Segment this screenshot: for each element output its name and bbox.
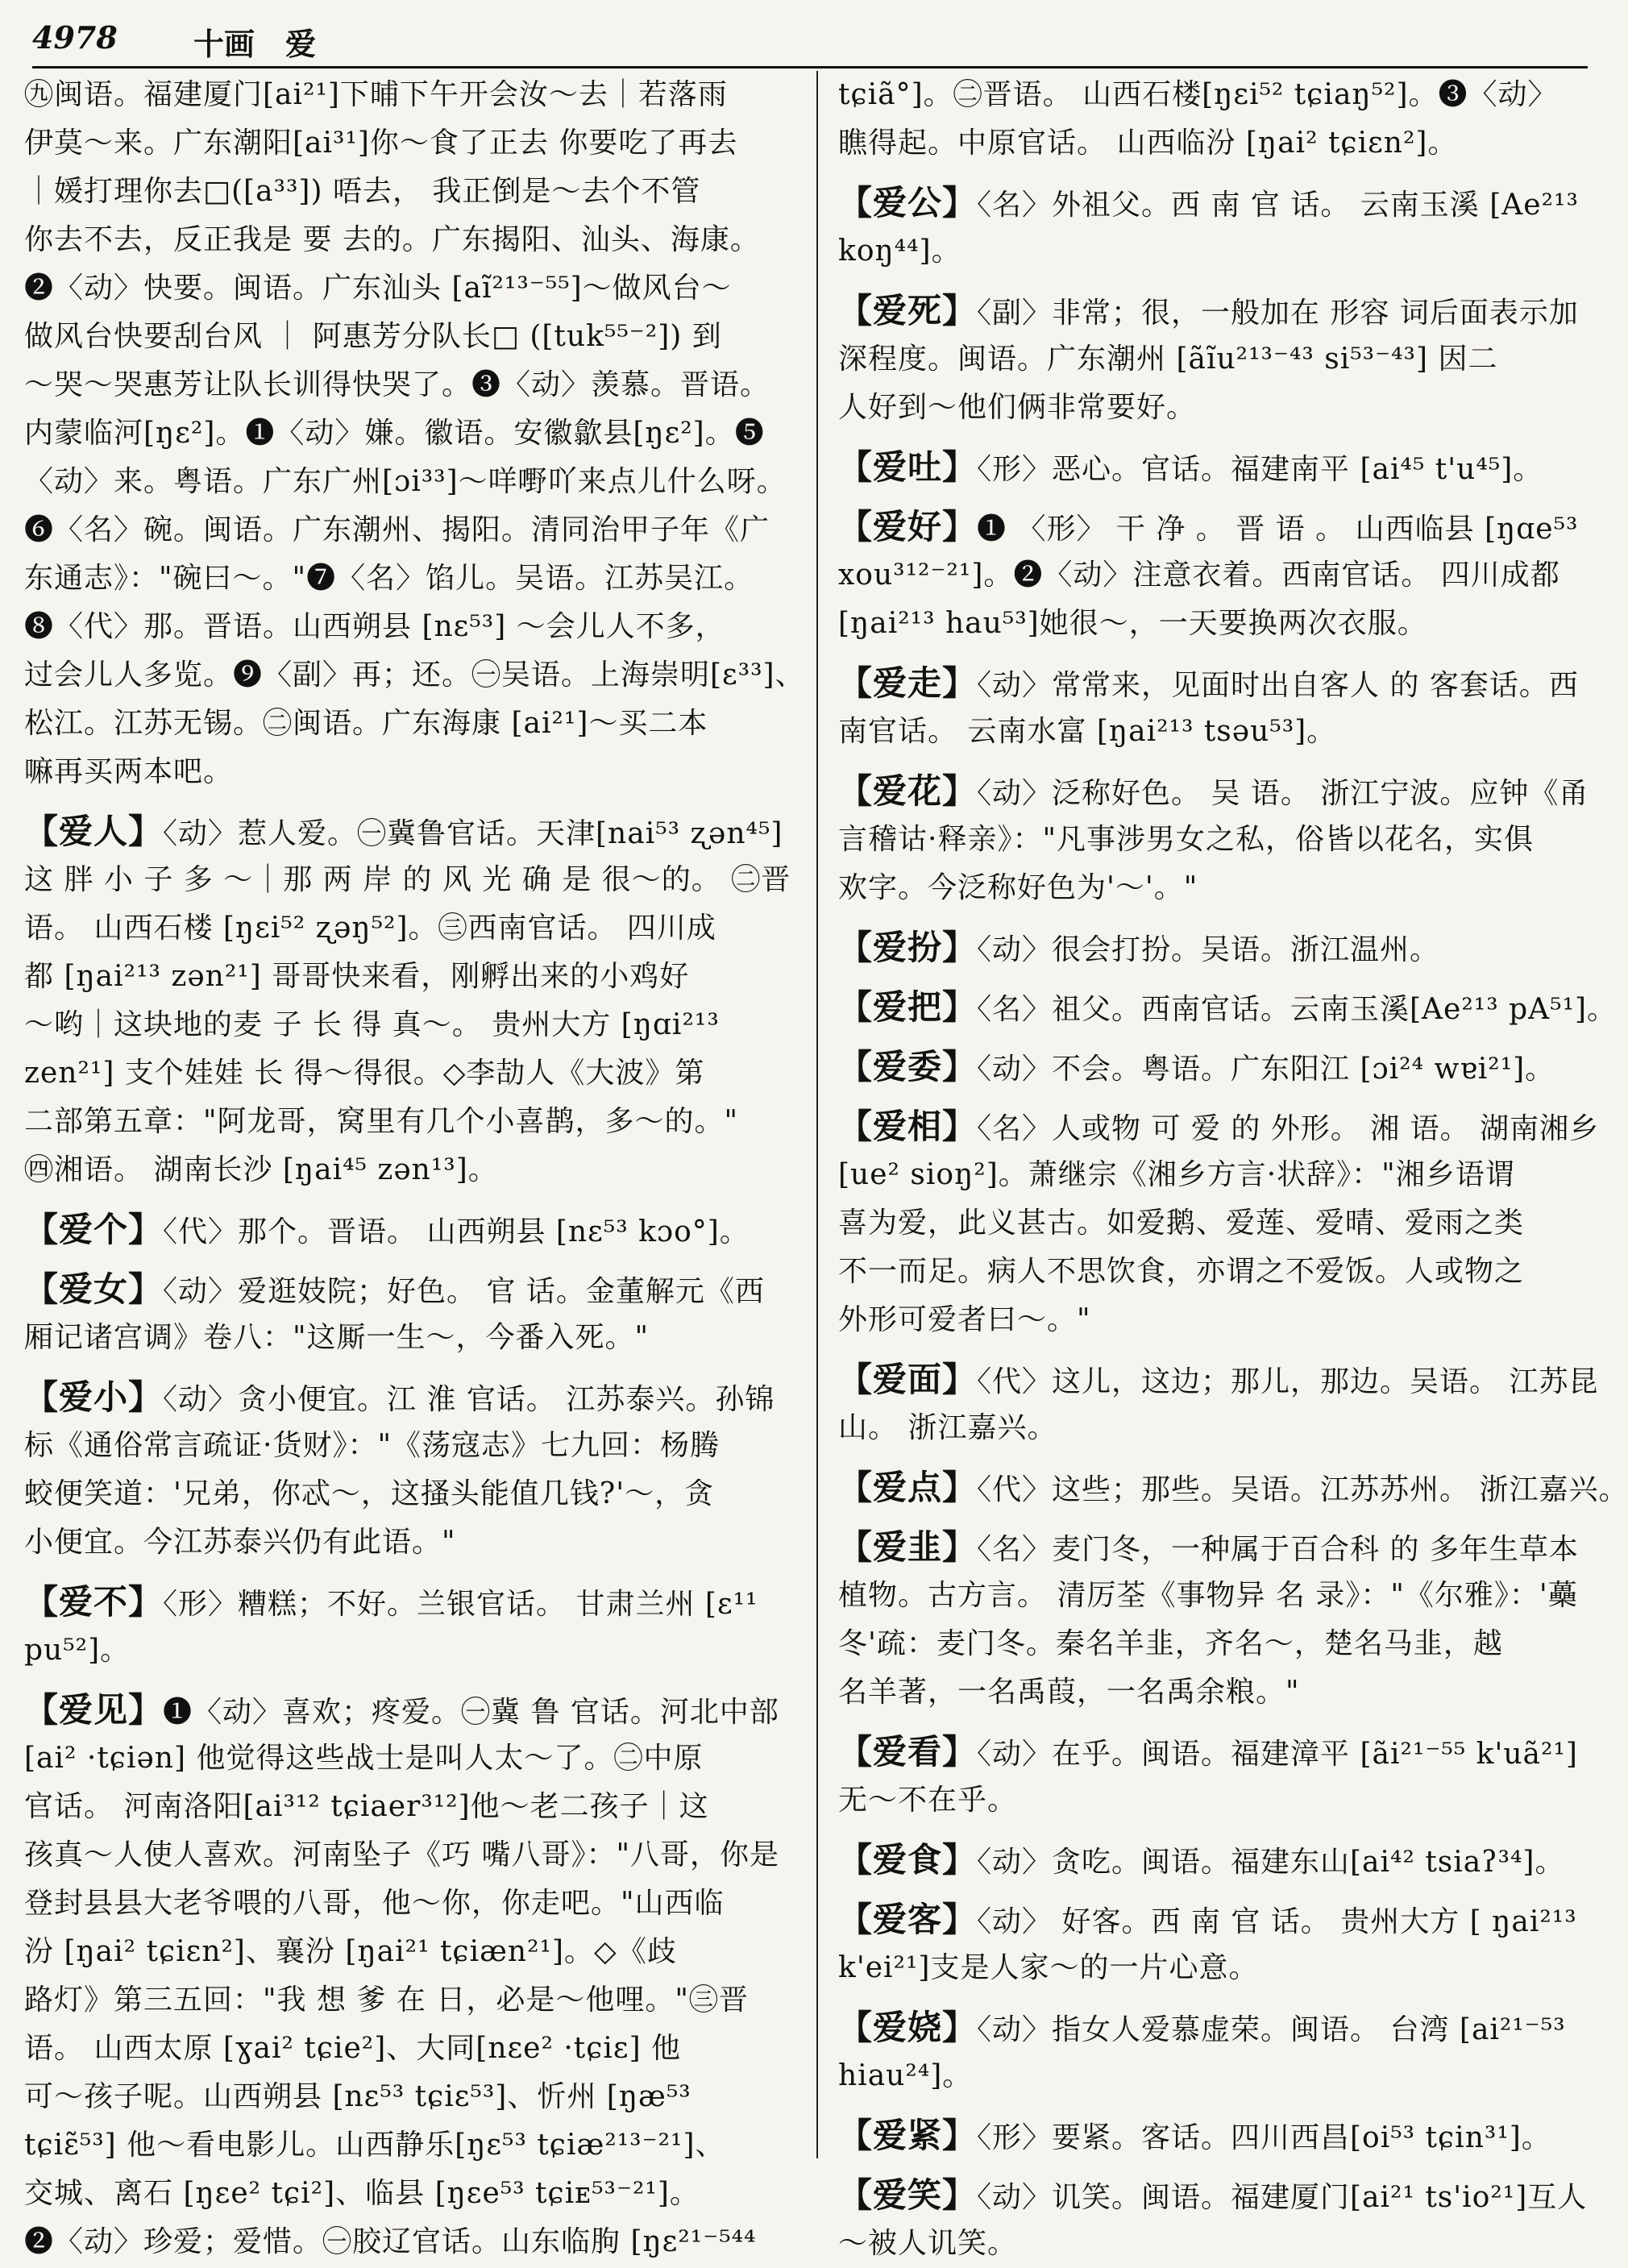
entry-text: 都 [ŋai²¹³ zən²¹] 哥哥快来看，刚孵出来的小鸡好 (24, 960, 690, 993)
entry-text: 不一而足。病人不思饮食，亦谓之不爱饭。人或物之 (838, 1255, 1525, 1288)
entry-text: 厢记诸宫调》卷八："这厮一生～，今番入死。" (24, 1321, 650, 1354)
dictionary-entry-ai-ke (838, 1896, 1596, 1992)
entry-text: 〈代〉那个。晋语。 山西朔县 [nɛ⁵³ kɔo°]。 (163, 1215, 750, 1248)
entry-line (838, 1896, 1596, 1944)
headword: 【爱紧】 (838, 2116, 978, 2155)
entry-line (838, 1248, 1596, 1296)
entry-text: 〈动〉很会打扮。吴语。浙江温州。 (977, 933, 1440, 966)
entry-line (838, 287, 1596, 335)
entry-text: 植物。古方言。 清厉荃《事物异 名 录》："《尔雅》：'蘽 (838, 1579, 1578, 1612)
entry-line (24, 1578, 798, 1626)
headword: 【爱看】 (838, 1732, 978, 1772)
entry-text: 冬'疏：麦门冬。秦名羊韭，齐名～，楚名马韭，越 (838, 1627, 1503, 1660)
entry-text: ❶〈动〉喜欢；疼爱。㊀冀 鲁 官话。河北中部 (163, 1696, 779, 1729)
entry-line (838, 1944, 1596, 1992)
entry-text: 〈动〉指女人爱慕虚荣。闽语。 台湾 [ai²¹⁻⁵³ (977, 2013, 1566, 2046)
dictionary-entry-ai-hua (838, 767, 1596, 912)
headword: 【爱公】 (838, 183, 978, 222)
headword: 【爱把】 (838, 987, 978, 1027)
entry-text: ❻〈名〉碗。闽语。广东潮州、揭阳。清同治甲子年《广 (24, 513, 770, 546)
entry-text: 南官话。 云南水富 [ŋai²¹³ tsəu⁵³]。 (838, 715, 1337, 748)
entry-text: 名羊著，一名禹葭，一名禹余粮。" (838, 1676, 1300, 1709)
entry-line (838, 767, 1596, 816)
dictionary-entry-ai-zou (838, 659, 1596, 756)
dictionary-entry-ai-bu (24, 1578, 798, 1675)
entry-text: xou³¹²⁻²¹]。❷〈动〉注意衣着。西南官话。 四川成都 (838, 559, 1560, 592)
entry-line (838, 1404, 1596, 1452)
entry-text: 内蒙临河[ŋɛ²]。❶〈动〉嫌。徽语。安徽歙县[ŋɛ²]。❺ (24, 417, 765, 450)
dictionary-entry-ai-kan (838, 1728, 1596, 1825)
entry-text: zen²¹] 支个娃娃 长 得～得很。◇李劼人《大波》第 (24, 1057, 705, 1090)
entry-line (24, 2218, 798, 2266)
entry-text: 语。 山西太原 [ɣai² tɕie²]、大同[nɛe² ·tɕiɛ] 他 (24, 2032, 682, 2065)
dictionary-entry-ai-rao (838, 2004, 1596, 2100)
entry-text: 言稽诂·释亲》："凡事涉男女之私，俗皆以花名，实俱 (838, 823, 1535, 856)
entry-line (24, 1146, 798, 1194)
entry-text: 〈动〉不会。粤语。广东阳江 [ɔi²⁴ wɐi²¹]。 (977, 1053, 1555, 1086)
dictionary-entry-ai-ba (838, 983, 1618, 1032)
entry-line (838, 227, 1596, 276)
entry-line (24, 700, 798, 748)
dictionary-entry-ai-tu (838, 443, 1596, 492)
dictionary-entry-ai-cont (24, 71, 805, 796)
headword: 【爱好】 (838, 507, 978, 546)
entry-text: 你去不去，反正我是 要 去的。广东揭阳、汕头、海康。 (24, 223, 760, 256)
entry-line (24, 1001, 798, 1049)
dictionary-entry-ai-gong (838, 179, 1596, 276)
entry-line (24, 1518, 798, 1567)
entry-line (24, 1098, 798, 1146)
entry-text: ～哭～哭惠芳让队长训得快哭了。❸〈动〉羡慕。晋语。 (24, 368, 770, 401)
headword: 【爱女】 (24, 1269, 164, 1309)
entry-line (24, 2073, 798, 2121)
entry-text: 人好到～他们俩非常要好。 (838, 391, 1197, 424)
entry-line (24, 506, 798, 555)
entry-line (838, 1836, 1596, 1884)
entry-text: pu⁵²]。 (24, 1634, 131, 1667)
entry-line (838, 443, 1596, 492)
entry-text: ㊃湘语。 湖南长沙 [ŋai⁴⁵ zən¹³]。 (24, 1153, 498, 1186)
entry-text: 〈动〉泛称好色。 吴 语。 浙江宁波。应钟《甬 (977, 777, 1589, 810)
entry-line (838, 1728, 1596, 1776)
dictionary-entry-ai-shi (838, 1836, 1596, 1884)
entry-text: 〈名〉麦门冬，一种属于百合科 的 多年生草本 (977, 1533, 1579, 1566)
page-header (32, 16, 1588, 64)
headword: 【爱笑】 (838, 2175, 978, 2215)
headword: 【爱见】 (24, 1690, 164, 1730)
entry-text: ❷〈动〉珍爱；爱惜。㊀胶辽官话。山东临朐 [ŋɛ²¹⁻⁵⁴⁴ (24, 2225, 757, 2258)
headword: 【爱走】 (838, 663, 978, 703)
entry-line (838, 1356, 1599, 1404)
entry-line (838, 1103, 1600, 1151)
headword: 【爱个】 (24, 1210, 164, 1249)
entry-text: 登封县县大老爷喂的八哥，他～你，你走吧。"山西临 (24, 1887, 725, 1920)
entry-text: 〈动〉在乎。闽语。福建漳平 [ãi²¹⁻⁵⁵ k'uã²¹] (977, 1738, 1578, 1771)
entry-text: ❽〈代〉那。晋语。山西朔县 [nɛ⁵³] ～会儿人不多， (24, 610, 725, 643)
entry-line (838, 551, 1596, 600)
headword: 【爱点】 (838, 1468, 978, 1507)
entry-line (24, 1831, 798, 1880)
entry-text: 路灯》第三五回："我 想 爹 在 日，必是～他哩。"㊂晋 (24, 1983, 749, 2017)
entry-text: 做风台快要刮台风 ｜ 阿惠芳分队长□ ([tuk⁵⁵⁻²]) 到 (24, 320, 722, 353)
entry-line (24, 953, 798, 1001)
entry-line (24, 458, 798, 506)
dictionary-entry-ai-wei (838, 1043, 1596, 1091)
entry-line (24, 361, 798, 409)
entry-text: 〈动〉爱逛妓院；好色。 官 话。金董解元《西 (163, 1275, 765, 1308)
entry-text: 〈动〉来。粤语。广东广州[ɔi³³]～咩嘢吖来点儿什么呀。 (24, 465, 787, 498)
entry-line (24, 1734, 798, 1783)
entry-line (838, 816, 1596, 864)
entry-line (24, 2170, 798, 2218)
entry-line (838, 503, 1596, 551)
entry-line (24, 1373, 798, 1422)
entry-text: 东通志》："碗曰～。"❼〈名〉馅儿。吴语。江苏吴江。 (24, 562, 754, 595)
entry-text: 松江。江苏无锡。㊁闽语。广东海康 [ai²¹]～买二本 (24, 707, 708, 740)
dictionary-entry-ai-xiao (24, 1373, 798, 1567)
entry-text: ❶ 〈形〉 干 净 。 晋 语 。 山西临县 [ŋɑe⁵³ (977, 513, 1579, 546)
entry-line (24, 904, 798, 953)
left-column (24, 71, 805, 2258)
entry-line (838, 1620, 1596, 1668)
entry-text: 〈动〉常常来，见面时出自客人 的 客套话。西 (977, 669, 1579, 702)
headword: 【爱花】 (838, 771, 978, 811)
entry-line (838, 179, 1596, 227)
entry-text: ❷〈动〉快要。闽语。广东汕头 [aĩ²¹³⁻⁵⁵]～做风台～ (24, 272, 732, 305)
right-column (838, 71, 1628, 2260)
entry-line (838, 1776, 1596, 1825)
entry-line (838, 708, 1596, 756)
headword: 【爱客】 (838, 1900, 978, 1939)
headword: 【爱人】 (24, 812, 164, 851)
entry-text: k'ei²¹]支是人家～的一片心意。 (838, 1951, 1259, 1984)
entry-text: 〈动〉讥笑。闽语。福建厦门[ai²¹ ts'io²¹]互人 (977, 2181, 1588, 2214)
entry-text: ｜媛打理你去□([a³³]) 唔去， 我正倒是～去个不管 (24, 175, 701, 208)
entry-text: 〈副〉非常；很，一般加在 形容 词后面表示加 (977, 297, 1579, 330)
entry-line (838, 864, 1596, 912)
entry-text: [ŋai²¹³ hau⁵³]她很～，一天要换两次衣服。 (838, 607, 1427, 640)
dictionary-entry-ai-jiu (838, 1523, 1596, 1717)
entry-text: ～哟｜这块地的麦 子 长 得 真～。 贵州大方 [ŋɑi²¹³ (24, 1008, 720, 1041)
entry-line (24, 651, 805, 700)
entry-line (838, 1199, 1596, 1248)
entry-line (838, 2004, 1596, 2052)
entry-line (24, 1422, 798, 1470)
headword: 【爱娆】 (838, 2008, 978, 2047)
entry-text: 〈形〉要紧。客话。四川西昌[oi⁵³ tɕin³¹]。 (977, 2121, 1551, 2154)
entry-line (24, 1880, 798, 1928)
entry-line (24, 216, 798, 264)
entry-text: 〈动〉贪小便宜。江 淮 官话。 江苏泰兴。孙锦 (163, 1383, 775, 1416)
entry-line (24, 603, 798, 651)
entry-line (24, 1206, 798, 1254)
entry-line (24, 71, 798, 119)
entry-line (838, 600, 1596, 648)
entry-line (24, 2025, 798, 2073)
entry-text: 汾 [ŋai² tɕiɛn²]、襄汾 [ŋai²¹ tɕiæn²¹]。◇《歧 (24, 1935, 677, 1968)
entry-text: 〈动〉 好客。西 南 官 话。 贵州大方 [ ŋai²¹³ (977, 1905, 1577, 1938)
entry-text: 官话。 河南洛阳[ai³¹² tɕiaer³¹²]他～老二孩子｜这 (24, 1790, 709, 1823)
entry-line (838, 1523, 1596, 1572)
entry-line (24, 119, 798, 168)
header-rule (32, 66, 1588, 69)
entry-text: koŋ⁴⁴]。 (838, 235, 961, 268)
dictionary-entry-ai-jian-cont (838, 71, 1596, 168)
dictionary-entry-ai-xiao2 (838, 2171, 1596, 2268)
entry-text: 语。 山西石楼 [ŋɛi⁵² ʐəŋ⁵²]。㊂西南官话。 四川成 (24, 912, 716, 945)
entry-text: tɕiɛ̃⁵³] 他～看电影儿。山西静乐[ŋɛ⁵³ tɕiæ²¹³⁻²¹]、 (24, 2129, 725, 2162)
entry-line (838, 119, 1596, 168)
entry-line (838, 1296, 1596, 1344)
column-divider (816, 71, 818, 2158)
dictionary-entry-ai-jian (24, 1686, 798, 2266)
entry-line (24, 1314, 798, 1362)
headword: 【爱韭】 (838, 1527, 978, 1567)
entry-text: 过会儿人多览。❾〈副〉再；还。㊀吴语。上海崇明[ɛ³³]、 (24, 658, 805, 692)
entry-text: 小便宜。今江苏泰兴仍有此语。" (24, 1526, 456, 1559)
entry-line (24, 808, 798, 856)
entry-text: 蛟便笑道：'兄弟，你忒～，这搔头能值几钱?'～，贪 (24, 1477, 715, 1510)
entry-text: 伊莫～来。广东潮阳[ai³¹]你～食了正去 你要吃了再去 (24, 127, 738, 160)
entry-line (838, 2220, 1596, 2268)
entry-text: [ue² sioŋ²]。萧继宗《湘乡方言·状辞》："湘乡语谓 (838, 1158, 1515, 1191)
headword: 【爱不】 (24, 1582, 164, 1622)
entry-line (24, 409, 798, 458)
entry-text: 交城、离石 [ŋɛe² tɕi²]、临县 [ŋɛe⁵³ tɕiᴇ⁵³⁻²¹]。 (24, 2177, 700, 2210)
headword: 【爱委】 (838, 1047, 978, 1086)
entry-line (24, 856, 798, 904)
dictionary-entry-ai-ban (838, 924, 1596, 972)
entry-text: 〈代〉这儿，这边；那儿，那边。吴语。 江苏昆 (977, 1365, 1599, 1398)
dictionary-entry-ai-hao (838, 503, 1596, 648)
entry-line (838, 1572, 1596, 1620)
entry-text: 山。 浙江嘉兴。 (838, 1411, 1057, 1444)
entry-line (838, 924, 1596, 972)
page-number: 4978 (32, 19, 118, 56)
dictionary-entry-ai-mian (838, 1356, 1599, 1452)
entry-line (838, 983, 1618, 1032)
entry-line (838, 2171, 1596, 2220)
entry-text: 〈形〉糟糕；不好。兰银官话。 甘肃兰州 [ɛ¹¹ (163, 1588, 758, 1621)
entry-line (838, 335, 1596, 384)
entry-text: 二部第五章："阿龙哥，窝里有几个小喜鹊，多～的。" (24, 1105, 739, 1138)
entry-text: [ai² ·tɕiən] 他觉得这些战士是叫人太～了。㊁中原 (24, 1742, 704, 1775)
entry-line (24, 264, 798, 313)
entry-text: 深程度。闽语。广东潮州 [ãĩu²¹³⁻⁴³ si⁵³⁻⁴³] 因二 (838, 343, 1498, 376)
entry-text: 〈名〉祖父。西南官话。云南玉溪[Ae²¹³ pA⁵¹]。 (977, 993, 1618, 1026)
entry-line (24, 168, 798, 216)
entry-line (838, 1043, 1596, 1091)
section-title: 十画 爱 (193, 26, 317, 62)
dictionary-entry-ai-dian (838, 1464, 1628, 1512)
entry-text: 可～孩子呢。山西朔县 [nɛ⁵³ tɕiɛ⁵³]、忻州 [ŋæ⁵³ (24, 2080, 691, 2113)
entry-text: 〈动〉贪吃。闽语。福建东山[ai⁴² tsiaʔ³⁴]。 (977, 1846, 1565, 1879)
headword: 【爱扮】 (838, 928, 978, 967)
entry-text: 〈代〉这些；那些。吴语。江苏苏州。 浙江嘉兴。 (977, 1473, 1628, 1506)
dictionary-entry-ai-ren (24, 808, 798, 1194)
headword: 【爱小】 (24, 1377, 164, 1417)
entry-line (24, 313, 798, 361)
entry-text: 喜为爱，此义甚古。如爱鹅、爱莲、爱晴、爱雨之类 (838, 1207, 1525, 1240)
entry-line (838, 659, 1596, 708)
entry-line (24, 1783, 798, 1831)
entry-line (24, 2121, 798, 2170)
entry-text: 外形可爱者曰～。" (838, 1303, 1091, 1336)
entry-line (24, 555, 798, 603)
entry-text: 欢字。今泛称好色为'～'。" (838, 871, 1198, 904)
entry-line (838, 2112, 1596, 2160)
entry-line (838, 2052, 1596, 2100)
entry-text: 标《通俗常言疏证·货财》："《荡寇志》七九回：杨腾 (24, 1429, 721, 1462)
dictionary-entry-ai-nv (24, 1265, 798, 1362)
entry-line (838, 1464, 1628, 1512)
entry-text: 〈动〉惹人爱。㊀冀鲁官话。天津[nai⁵³ ʐən⁴⁵] (163, 817, 783, 850)
entry-text: ㊈闽语。福建厦门[ai²¹]下晡下午开会汝～去｜若落雨 (24, 78, 728, 111)
headword: 【爱死】 (838, 291, 978, 330)
entry-text: 这 胖 小 子 多 ～｜那 两 岸 的 风 光 确 是 很～的。 ㊁晋 (24, 863, 791, 896)
entry-line (24, 1049, 798, 1098)
dictionary-entry-ai-xiang (838, 1103, 1600, 1344)
entry-line (24, 1686, 798, 1734)
entry-line (24, 748, 798, 796)
entry-line (24, 1976, 798, 2025)
dictionary-entry-ai-jin (838, 2112, 1596, 2160)
entry-line (838, 1151, 1596, 1199)
entry-line (24, 1626, 798, 1675)
entry-text: ～被人讥笑。 (838, 2227, 1018, 2260)
entry-text: 孩真～人使人喜欢。河南坠子《巧 嘴八哥》："八哥，你是 (24, 1838, 780, 1871)
entry-line (24, 1470, 798, 1518)
headword: 【爱相】 (838, 1107, 978, 1146)
entry-line (24, 1928, 798, 1976)
entry-line (838, 71, 1596, 119)
headword: 【爱吐】 (838, 447, 978, 487)
entry-text: 瞧得起。中原官话。 山西临汾 [ŋai² tɕiɛn²]。 (838, 127, 1458, 160)
headword: 【爱食】 (838, 1840, 978, 1880)
dictionary-entry-ai-si (838, 287, 1596, 432)
entry-text: hiau²⁴]。 (838, 2059, 973, 2092)
headword: 【爱面】 (838, 1360, 978, 1399)
entry-text: 〈名〉人或物 可 爱 的 外形。 湘 语。 湖南湘乡 (977, 1112, 1600, 1145)
entry-text: 嘛再买两本吧。 (24, 755, 234, 788)
entry-line (838, 384, 1596, 432)
dictionary-entry-ai-ge (24, 1206, 798, 1254)
entry-line (838, 1668, 1596, 1717)
entry-line (24, 1265, 798, 1314)
entry-text: tɕiã°]。㊁晋语。 山西石楼[ŋɛi⁵² tɕiaŋ⁵²]。❸〈动〉 (838, 78, 1558, 111)
entry-text: 无～不在乎。 (838, 1784, 1018, 1817)
entry-text: 〈形〉恶心。官话。福建南平 [ai⁴⁵ t'u⁴⁵]。 (977, 453, 1543, 486)
entry-text: 〈名〉外祖父。西 南 官 话。 云南玉溪 [Ae²¹³ (977, 189, 1579, 222)
